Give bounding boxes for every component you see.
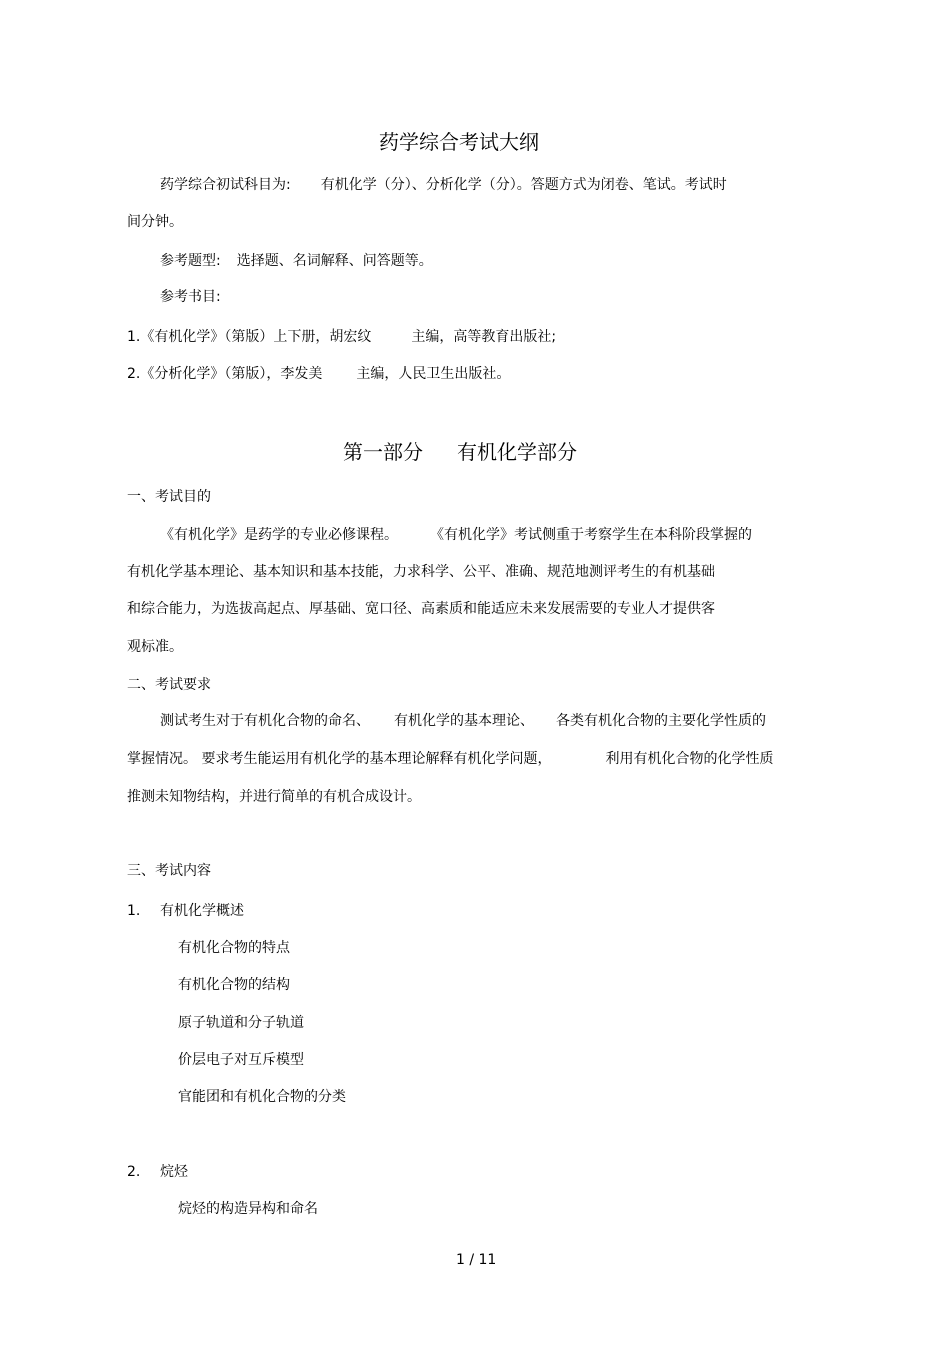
intro-line-2: 间分钟。 xyxy=(127,214,183,230)
section-2-para-line-1 xyxy=(160,713,766,729)
part1-heading xyxy=(343,440,577,464)
section-2-text-e: 利用有机化合物的化学性质 xyxy=(605,751,774,767)
page-number: 1 / 11 xyxy=(456,1252,497,1268)
question-types-label: 参考题型: xyxy=(160,253,221,269)
topic-1-item: 官能团和有机化合物的分类 xyxy=(178,1089,346,1105)
section-1-para-line-1 xyxy=(160,527,752,543)
topic-1-item: 有机化合物的结构 xyxy=(178,977,290,993)
section-2-text-c: 各类有机化合物的主要化学性质的 xyxy=(556,713,766,729)
book-2-publisher: 主编，人民卫生出版社。 xyxy=(356,366,511,382)
section-1-para-line-2: 有机化学基本理论、基本知识和基本技能，力求科学、公平、准确、规范地测评考生的有机基础 xyxy=(127,564,715,580)
intro-subject-value: 有机化学（分）、分析化学（分）。答题方式为闭卷、笔试。考试时 xyxy=(320,177,727,193)
section-2-text-b: 有机化学的基本理论、 xyxy=(394,713,534,729)
document-title: 药学综合考试大纲 xyxy=(379,130,539,154)
book-1 xyxy=(127,329,556,345)
topic-1-title: 有机化学概述 xyxy=(160,903,244,919)
section-1-title: 一、考试目的 xyxy=(127,489,211,505)
question-types-value: 选择题、名词解释、问答题等。 xyxy=(236,253,433,269)
topic-2-title: 烷烃 xyxy=(160,1164,188,1180)
section-3-title: 三、考试内容 xyxy=(127,863,211,879)
question-types xyxy=(160,253,433,269)
topic-1-number: 1. xyxy=(127,903,141,919)
topic-1-item: 有机化合物的特点 xyxy=(178,940,290,956)
topic-2-number: 2. xyxy=(127,1164,141,1180)
book-1-title: 1.《有机化学》（第版）上下册，胡宏纹 xyxy=(127,329,372,345)
section-2-text-a: 测试考生对于有机化合物的命名、 xyxy=(160,713,370,729)
section-2-title: 二、考试要求 xyxy=(127,677,211,693)
part1-heading-number: 第一部分 xyxy=(343,440,423,464)
section-1-text-a: 《有机化学》是药学的专业必修课程。 xyxy=(160,527,398,543)
book-2-title: 2.《分析化学》（第版），李发美 xyxy=(127,366,323,382)
books-label: 参考书目: xyxy=(160,289,221,305)
part1-heading-title: 有机化学部分 xyxy=(457,440,577,464)
topic-1-item: 价层电子对互斥模型 xyxy=(178,1052,304,1068)
topic-1-item: 原子轨道和分子轨道 xyxy=(178,1015,304,1031)
section-1-text-b: 《有机化学》考试侧重于考察学生在本科阶段掌握的 xyxy=(430,527,752,543)
intro-line-1 xyxy=(160,177,727,193)
book-2 xyxy=(127,366,510,382)
topic-2-item: 烷烃的构造异构和命名 xyxy=(178,1201,318,1217)
section-2-para-line-3: 推测未知物结构，并进行简单的有机合成设计。 xyxy=(127,789,421,805)
section-2-para-line-2 xyxy=(127,751,773,767)
section-1-para-line-4: 观标准。 xyxy=(127,639,183,655)
book-1-publisher: 主编，高等教育出版社; xyxy=(411,329,557,345)
intro-subject-label: 药学综合初试科目为: xyxy=(160,177,291,193)
section-2-text-d: 掌握情况。 要求考生能运用有机化学的基本理论解释有机化学问题， xyxy=(127,751,552,767)
section-1-para-line-3: 和综合能力，为选拔高起点、厚基础、宽口径、高素质和能适应未来发展需要的专业人才提供客 xyxy=(127,601,715,617)
